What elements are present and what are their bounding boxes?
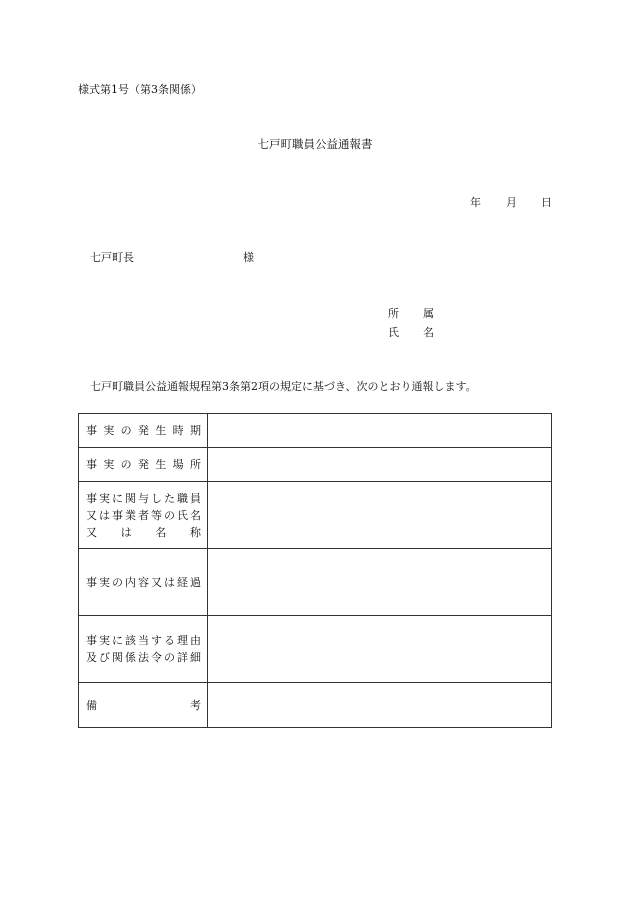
report-table [78, 413, 552, 728]
label-char: 又 [86, 508, 97, 522]
label-char: び [99, 651, 110, 664]
label-char: 与 [138, 491, 149, 505]
row-label [79, 482, 208, 549]
table-row [79, 482, 552, 549]
row-label [79, 448, 208, 482]
label-char: 又 [86, 525, 97, 539]
reporter-name-label-char-2: 名 [423, 326, 434, 339]
row-label-line [86, 456, 201, 473]
label-char: 理 [177, 634, 188, 647]
row-label [79, 549, 208, 616]
value-cell[interactable] [208, 448, 552, 482]
row-label [79, 683, 208, 728]
date-year-label: 年 [470, 196, 481, 209]
table-row [79, 448, 552, 482]
label-char: 考 [190, 698, 201, 712]
label-char: は [120, 525, 132, 539]
label-char: 実 [99, 575, 110, 589]
label-char: 事 [112, 508, 123, 522]
row-label [79, 616, 208, 683]
label-char: 関 [125, 491, 136, 505]
label-char: 経 [177, 575, 188, 589]
label-char: 事 [86, 491, 97, 505]
table-row [79, 616, 552, 683]
label-char: に [112, 634, 123, 647]
value-cell[interactable] [208, 683, 552, 728]
table-row [79, 549, 552, 616]
reporter-name-label [388, 324, 434, 340]
label-char: 実 [99, 634, 110, 647]
label-char: 事 [86, 575, 97, 589]
date-month-label: 月 [506, 196, 517, 209]
label-char: の [120, 424, 132, 437]
label-char: 関 [112, 651, 123, 664]
label-char: は [164, 575, 175, 589]
label-char: 等 [151, 508, 162, 522]
row-label-line [86, 490, 201, 507]
reporter-name-label-char-1: 氏 [388, 326, 399, 339]
label-char: 発 [137, 424, 149, 437]
label-char: 及 [86, 651, 97, 664]
label-char: 事 [86, 458, 97, 471]
label-char: 生 [155, 458, 167, 471]
label-char: の [164, 651, 175, 664]
label-char: 令 [151, 651, 162, 664]
row-label-line [86, 649, 201, 666]
row-label-line [86, 632, 201, 649]
label-char: 由 [190, 634, 201, 647]
row-label-line [86, 574, 201, 591]
label-char: の [120, 458, 132, 471]
document-title: 七戸町職員公益通報書 [257, 137, 373, 151]
label-char: 実 [99, 491, 110, 505]
label-char: す [151, 634, 162, 647]
row-label [79, 414, 208, 448]
label-char: 詳 [177, 651, 188, 664]
row-label-line [86, 524, 201, 541]
label-char: 氏 [177, 508, 188, 522]
label-char: た [164, 491, 175, 505]
label-char: 実 [103, 424, 115, 437]
label-char: 期 [189, 424, 201, 437]
label-char: に [112, 491, 123, 505]
label-char: 発 [137, 458, 149, 471]
value-cell[interactable] [208, 616, 552, 683]
label-char: 備 [86, 698, 97, 712]
label-char: 容 [138, 575, 149, 589]
label-char: 所 [189, 458, 201, 471]
row-label-line [86, 507, 201, 524]
label-char: 職 [177, 491, 188, 505]
label-char: 実 [103, 458, 115, 471]
label-char: し [151, 491, 162, 505]
label-char: 生 [155, 424, 167, 437]
label-char: 称 [189, 525, 201, 539]
label-char: 内 [125, 575, 136, 589]
label-char: る [164, 634, 175, 647]
label-char: 者 [138, 508, 149, 522]
label-char: 名 [155, 525, 167, 539]
label-char: の [112, 575, 123, 589]
label-char: 事 [86, 634, 97, 647]
label-char: 係 [125, 651, 136, 664]
addressee: 七戸町長 [90, 251, 134, 264]
label-char: 当 [138, 634, 149, 647]
label-char: 時 [172, 424, 184, 437]
label-char: 場 [172, 458, 184, 471]
affiliation-label-char-2: 属 [423, 307, 434, 320]
table-row [79, 683, 552, 728]
form-number: 様式第1号（第3条関係） [78, 83, 202, 96]
label-char: 員 [190, 491, 201, 505]
affiliation-label-char-1: 所 [388, 307, 399, 320]
label-char: 事 [86, 424, 97, 437]
label-char: 過 [190, 575, 201, 589]
label-char: 業 [125, 508, 136, 522]
label-char: 細 [190, 651, 201, 664]
table-row [79, 414, 552, 448]
label-char: の [164, 508, 175, 522]
date-day-label: 日 [541, 196, 552, 209]
value-cell[interactable] [208, 414, 552, 448]
label-char: 法 [138, 651, 149, 664]
row-label-line [86, 422, 201, 439]
honorific: 様 [243, 251, 254, 264]
affiliation-label [388, 305, 434, 321]
label-char: 該 [125, 634, 136, 647]
label-char: 名 [190, 508, 201, 522]
value-cell[interactable] [208, 482, 552, 549]
label-char: は [99, 508, 110, 522]
body-text: 七戸町職員公益通報規程第3条第2項の規定に基づき、次のとおり通報します。 [90, 380, 477, 393]
label-char: 又 [151, 575, 162, 589]
row-label-line [86, 697, 201, 714]
value-cell[interactable] [208, 549, 552, 616]
